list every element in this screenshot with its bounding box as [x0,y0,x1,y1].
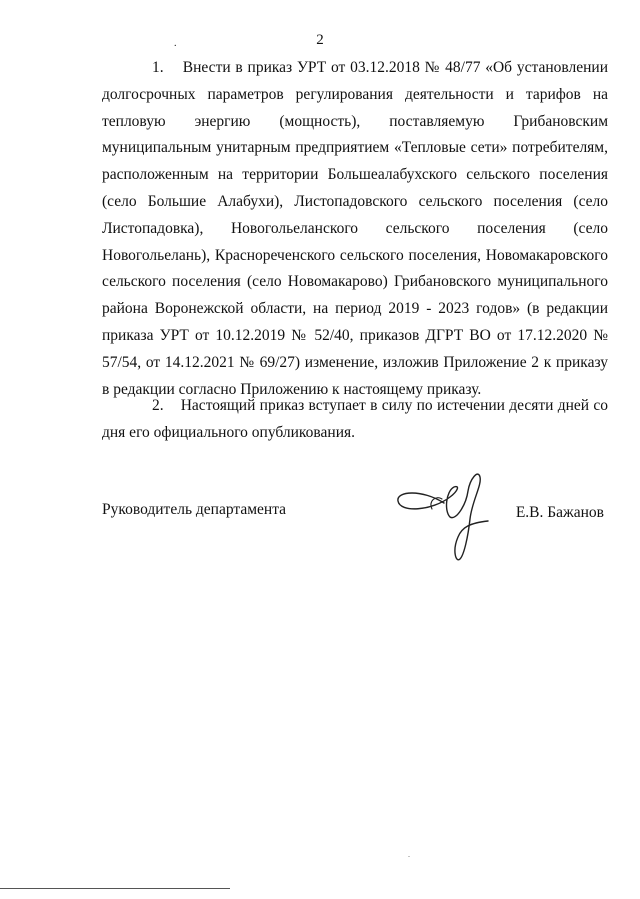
signatory-title: Руководитель департамента [102,501,287,518]
handwritten-signature [392,471,512,571]
signature-block [102,497,608,577]
scan-speck: . [408,850,410,859]
footer-divider [0,888,230,889]
scan-speck: . [174,38,177,49]
signatory-name: Е.В. Бажанов [515,504,604,521]
paragraph-2: 2. Настоящий приказ вступает в силу по истечении десяти дней со дня его официального опубликования. [102,397,608,441]
page-number: 2 [316,32,324,48]
paragraph-1: 1. Внести в приказ УРТ от 03.12.2018 № 48/77 «Об установлении долгосрочных параметров регулирования деятельности и тарифов на тепловую энергию (мощность), поставляемую Грибановским муниципальным унитарным предприятием «Тепловые сети» потребителям, расположенным на территории Большеалабухского сельского поселения (село Большие Алабухи), Листопадовского сельского поселения (село Листопадовка), Новогольеланского сельского поселения (село Новогольелань), Краснореченского сельского поселения, Новомакаровского сельского поселения (село Новомакарово) Грибановского муниципального района Воронежской области, на период 2019 - 2023 годов» (в редакции приказа УРТ от 10.12.2019 № 52/40, приказов ДГРТ ВО от 17.12.2020 № 57/54, от 14.12.2021 № 69/27) изменение, изложив Приложение 2 к приказу в редакции согласно Приложению к настоящему приказу. [102,59,608,398]
